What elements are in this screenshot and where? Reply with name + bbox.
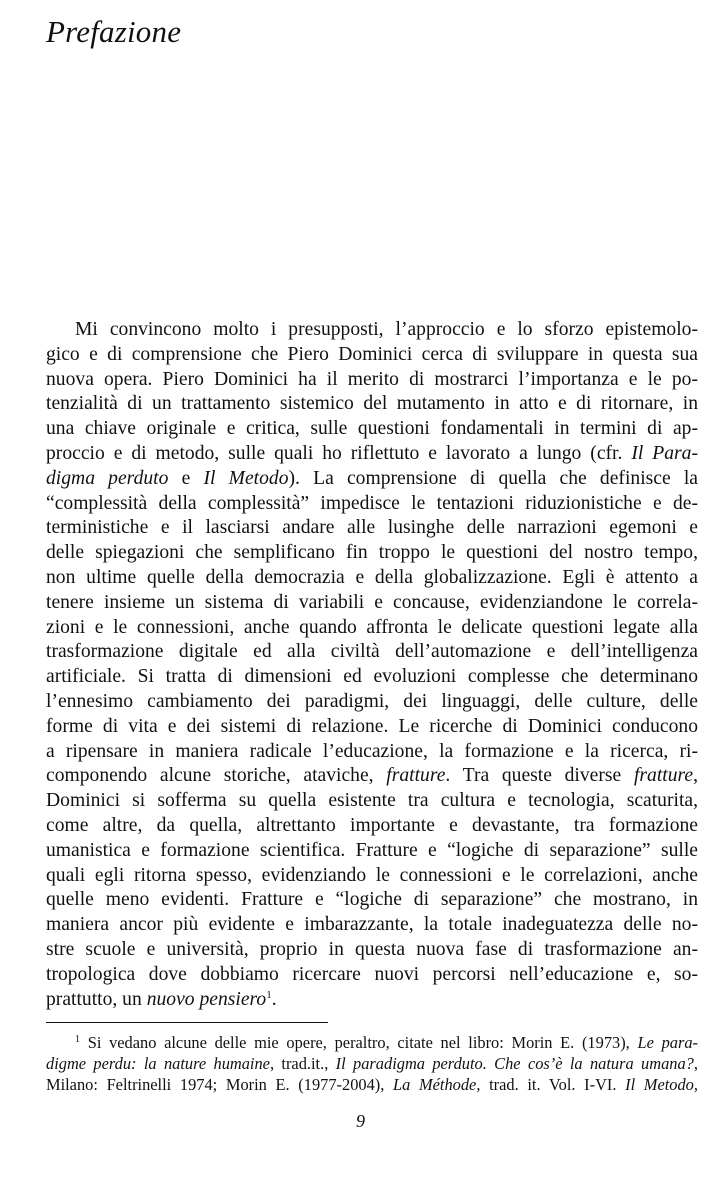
text-line: terministiche e il lasciarsi andare alle lusinghe delle narrazioni egemoni e <box>46 517 698 539</box>
text-segment: , trad. it. Vol. I-VI. <box>476 1075 626 1094</box>
text-line: una chiave originale e critica, sulle questioni fondamentali in termini di ap- <box>46 418 698 440</box>
text-line: trasformazione digitale ed alla civiltà dell’automazione e dell’intelligenza <box>46 641 698 663</box>
text-segment: prattutto, un <box>46 988 142 1010</box>
text-line: quelle meno evidenti. Fratture e “logiche di separazione” che mostrano, in <box>46 889 698 911</box>
italic-word: fratture <box>633 765 694 787</box>
text-line: umanistica e formazione scientifica. Fratture e “logiche di separazione” sulle <box>46 839 698 861</box>
text-line: maniera ancor più evidente e imbarazzante, la totale inadeguatezza delle no- <box>46 914 698 936</box>
italic-title: Il Metodo <box>203 467 289 489</box>
text-line: a ripensare in maniera radicale l’educazione, la formazione e la ricerca, ri- <box>46 740 698 762</box>
text-line: tenere insieme un sistema di variabili e concause, evidenziandone le correla- <box>46 591 698 613</box>
footnote-divider <box>46 1022 328 1023</box>
text-line: come altre, da quella, altrettanto importante e devastante, tra formazione <box>46 814 698 836</box>
footnote-marker: 1 <box>75 1034 80 1045</box>
text-segment: , trad.it., <box>269 1054 336 1073</box>
footnote-line <box>46 1032 698 1053</box>
text-segment: Milano: Feltrinelli 1974; Morin E. (1977-2004), <box>46 1075 393 1094</box>
text-line: “complessità della complessità” impedisce le tentazioni riduzionistiche e de- <box>46 492 698 514</box>
page-title: Prefazione <box>46 14 182 49</box>
text-line: gico e di comprensione che Piero Dominici cerca di sviluppare in questa sua <box>46 343 698 365</box>
italic-title: Il paradigma perduto. Che cos’è la natura umana? <box>335 1054 694 1073</box>
footnote <box>46 1032 698 1095</box>
text-segment: Si vedano alcune delle mie opere, peraltro, citate nel libro: Morin E. (1973), <box>80 1033 638 1052</box>
text-line: non ultime quelle della democrazia e della globalizzazione. Egli è attento a <box>46 566 698 588</box>
text-segment: proccio e di metodo, sulle quali ho riflettuto e lavorato a lungo (cfr. <box>46 442 623 464</box>
text-segment: , <box>693 1054 698 1073</box>
footnote-line <box>46 1074 698 1095</box>
text-line <box>46 988 698 1013</box>
italic-phrase: nuovo pensiero <box>146 988 267 1010</box>
page-number: 9 <box>356 1111 365 1131</box>
text-line <box>46 467 698 492</box>
italic-title: La Méthode <box>393 1075 477 1094</box>
italic-title: digme perdu: la nature humaine <box>46 1054 270 1073</box>
text-line <box>46 442 698 467</box>
text-segment: . <box>271 988 277 1010</box>
italic-title: digma perduto <box>46 467 169 489</box>
italic-word: fratture <box>386 765 446 787</box>
footnote-line <box>46 1053 698 1074</box>
text-line: tropologica dove dobbiamo ricercare nuovi percorsi nell’educazione e, so- <box>46 963 698 985</box>
text-segment: . Tra queste diverse <box>445 765 622 787</box>
text-line: quali egli ritorna spesso, evidenziando le connessioni e le correlazioni, anche <box>46 864 698 886</box>
text-line: nuova opera. Piero Dominici ha il merito di mostrarci l’importanza e le po- <box>46 368 698 390</box>
text-line: zioni e le connessioni, anche quando affronta le delicate questioni legate alla <box>46 616 698 638</box>
text-line: forme di vita e dei sistemi di relazione. Le ricerche di Dominici conducono <box>46 715 698 737</box>
italic-title: Le para- <box>637 1033 698 1052</box>
text-line: l’ennesimo cambiamento dei paradigmi, dei linguaggi, delle culture, delle <box>46 690 698 712</box>
text-line: tenzialità di un trattamento sistemico del mutamento in atto e di ritornare, in <box>46 393 698 415</box>
body-paragraph <box>46 318 698 1012</box>
italic-title: Il Para- <box>631 442 698 464</box>
text-segment: e <box>168 467 204 489</box>
text-segment: ). La comprensione di quella che definisce la <box>288 467 698 489</box>
text-line: artificiale. Si tratta di dimensioni ed evoluzioni complesse che determinano <box>46 666 698 688</box>
text-line <box>46 764 698 789</box>
text-segment: componendo alcune storiche, ataviche, <box>46 765 374 787</box>
text-line: Mi convincono molto i presupposti, l’approccio e lo sforzo epistemolo- <box>75 319 698 340</box>
text-line: stre scuole e università, proprio in questa nuova fase di trasformazione an- <box>46 938 698 960</box>
footnote-reference[interactable]: 1 <box>266 988 272 1001</box>
text-segment: , <box>693 765 699 787</box>
text-line: delle spiegazioni che semplificano fin troppo le questioni del nostro tempo, <box>46 542 698 564</box>
italic-title: Il Metodo, <box>625 1075 698 1094</box>
text-line: Dominici si sofferma su quella esistente tra cultura e tecnologia, scaturita, <box>46 790 698 812</box>
